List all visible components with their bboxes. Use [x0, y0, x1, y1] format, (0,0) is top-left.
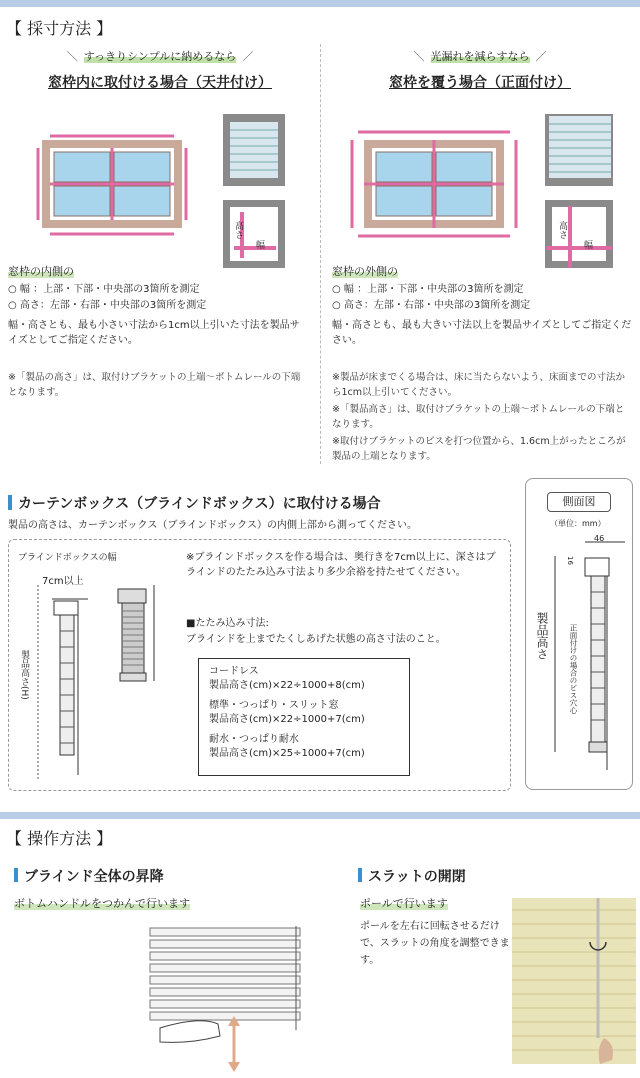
inside-desc: 幅・高さとも、最も小さい寸法から1cm以上引いた寸法を製品サイズとしてご指定ください。	[8, 320, 300, 346]
inside-line-2: ○ 高さ：左部・右部・中央部の3箇所を測定	[8, 300, 207, 311]
outside-note-2: ※「製品高さ」は、取付けブラケットの上端～ボトムレールの下端となります。	[332, 404, 625, 430]
lift-sub: ボトムハンドルをつかんで行います	[14, 897, 190, 910]
column-divider	[320, 44, 321, 464]
heading-curtain-box: カーテンボックス（ブラインドボックス）に取付ける場合	[8, 493, 381, 513]
inside-line-1: ○ 幅 ：上部・下部・中央部の3箇所を測定	[8, 284, 200, 295]
outside-line-1: ○ 幅 ：上部・下部・中央部の3箇所を測定	[332, 284, 524, 295]
formula-2-name: 標準・つっぱり・スリット窓	[209, 700, 339, 711]
formula-2-expr: 製品高さ(cm)×22÷1000+7(cm)	[209, 714, 365, 725]
height-label: 高さ	[233, 221, 243, 239]
slat-sub: ポールで行います	[360, 897, 448, 910]
formula-box	[198, 658, 410, 776]
heading-lift: ブラインド全体の昇降	[14, 866, 164, 886]
width-label: 幅	[256, 241, 266, 251]
side-view-diagram	[545, 540, 625, 780]
side-view-unit: （単位：mm）	[550, 519, 606, 528]
formula-3-name: 耐水・つっぱり耐水	[209, 734, 299, 745]
side-view-title: 側面図	[547, 492, 611, 512]
height-label-right: 高さ	[557, 221, 567, 239]
outside-note-3: ※取付けブラケットのビスを打つ位置から、1.6cm上がったところが製品の上端となります。	[332, 436, 626, 462]
side-product-height: 製品高さ	[535, 612, 549, 660]
fold-title: ■たたみ込み寸法:	[186, 618, 269, 629]
box-width-label: ブラインドボックスの幅	[18, 553, 117, 563]
formula-3-expr: 製品高さ(cm)×25÷1000+7(cm)	[209, 748, 365, 759]
catch-left: ＼ すっきりシンプルに納めるなら ／	[66, 50, 254, 63]
section-title-operation: 【 操作方法 】	[6, 829, 113, 848]
box-note: ※ブラインドボックスを作る場合は、奥行きを7cm以上に、深さはブラインドのたたみ込み寸法より多少余裕を持たせてください。	[186, 552, 496, 578]
middle-band	[0, 812, 640, 819]
heading-slat: スラットの開閉	[358, 866, 466, 886]
fold-desc: ブラインドを上までたくしあげた状態の高さ寸法のこと。	[186, 634, 446, 645]
top-band	[0, 0, 640, 7]
product-height-label: 製品高さ(H)	[19, 650, 29, 700]
blind-box-diagram	[30, 585, 170, 785]
section-title-measure: 【 採寸方法 】	[6, 19, 113, 38]
lead-outside: 窓枠の外側の	[332, 265, 398, 278]
inside-note: ※「製品の高さ」は、取付けブラケットの上端～ボトムレールの下端となります。	[8, 372, 301, 398]
lift-illustration	[140, 918, 320, 1073]
formula-1-expr: 製品高さ(cm)×22÷1000+8(cm)	[209, 680, 365, 691]
slat-desc: ポールを左右に回転させるだけで、スラットの角度を調整できます。	[360, 921, 510, 966]
heading-inside-mount: 窓枠内に取付ける場合（天井付け）	[48, 75, 272, 91]
outside-desc: 幅・高さとも、最も大きい寸法以上を製品サイズとしてご指定ください。	[332, 320, 632, 346]
curtain-sub: 製品の高さは、カーテンボックス（ブラインドボックス）の内側上部から測ってください。	[8, 520, 417, 531]
lead-inside: 窓枠の内側の	[8, 265, 74, 278]
outside-line-2: ○ 高さ：左部・右部・中央部の3箇所を測定	[332, 300, 531, 311]
heading-outside-mount: 窓枠を覆う場合（正面付け）	[389, 75, 571, 91]
outside-note-1: ※製品が床までくる場合は、床に当たらないよう、床面までの寸法から1cm以上引いてください。	[332, 372, 625, 398]
slat-photo	[512, 898, 636, 1064]
formula-1-name: コードレス	[209, 666, 259, 677]
depth-label: 7cm以上	[42, 576, 84, 587]
width-label-right: 幅	[584, 241, 594, 251]
catch-right: ＼ 光漏れを減らすなら ／	[413, 50, 547, 63]
screw-note: 正面付けの場合のビス穴心	[569, 624, 578, 714]
dim-16: 16	[566, 556, 574, 565]
dim-46: 46	[594, 534, 605, 543]
